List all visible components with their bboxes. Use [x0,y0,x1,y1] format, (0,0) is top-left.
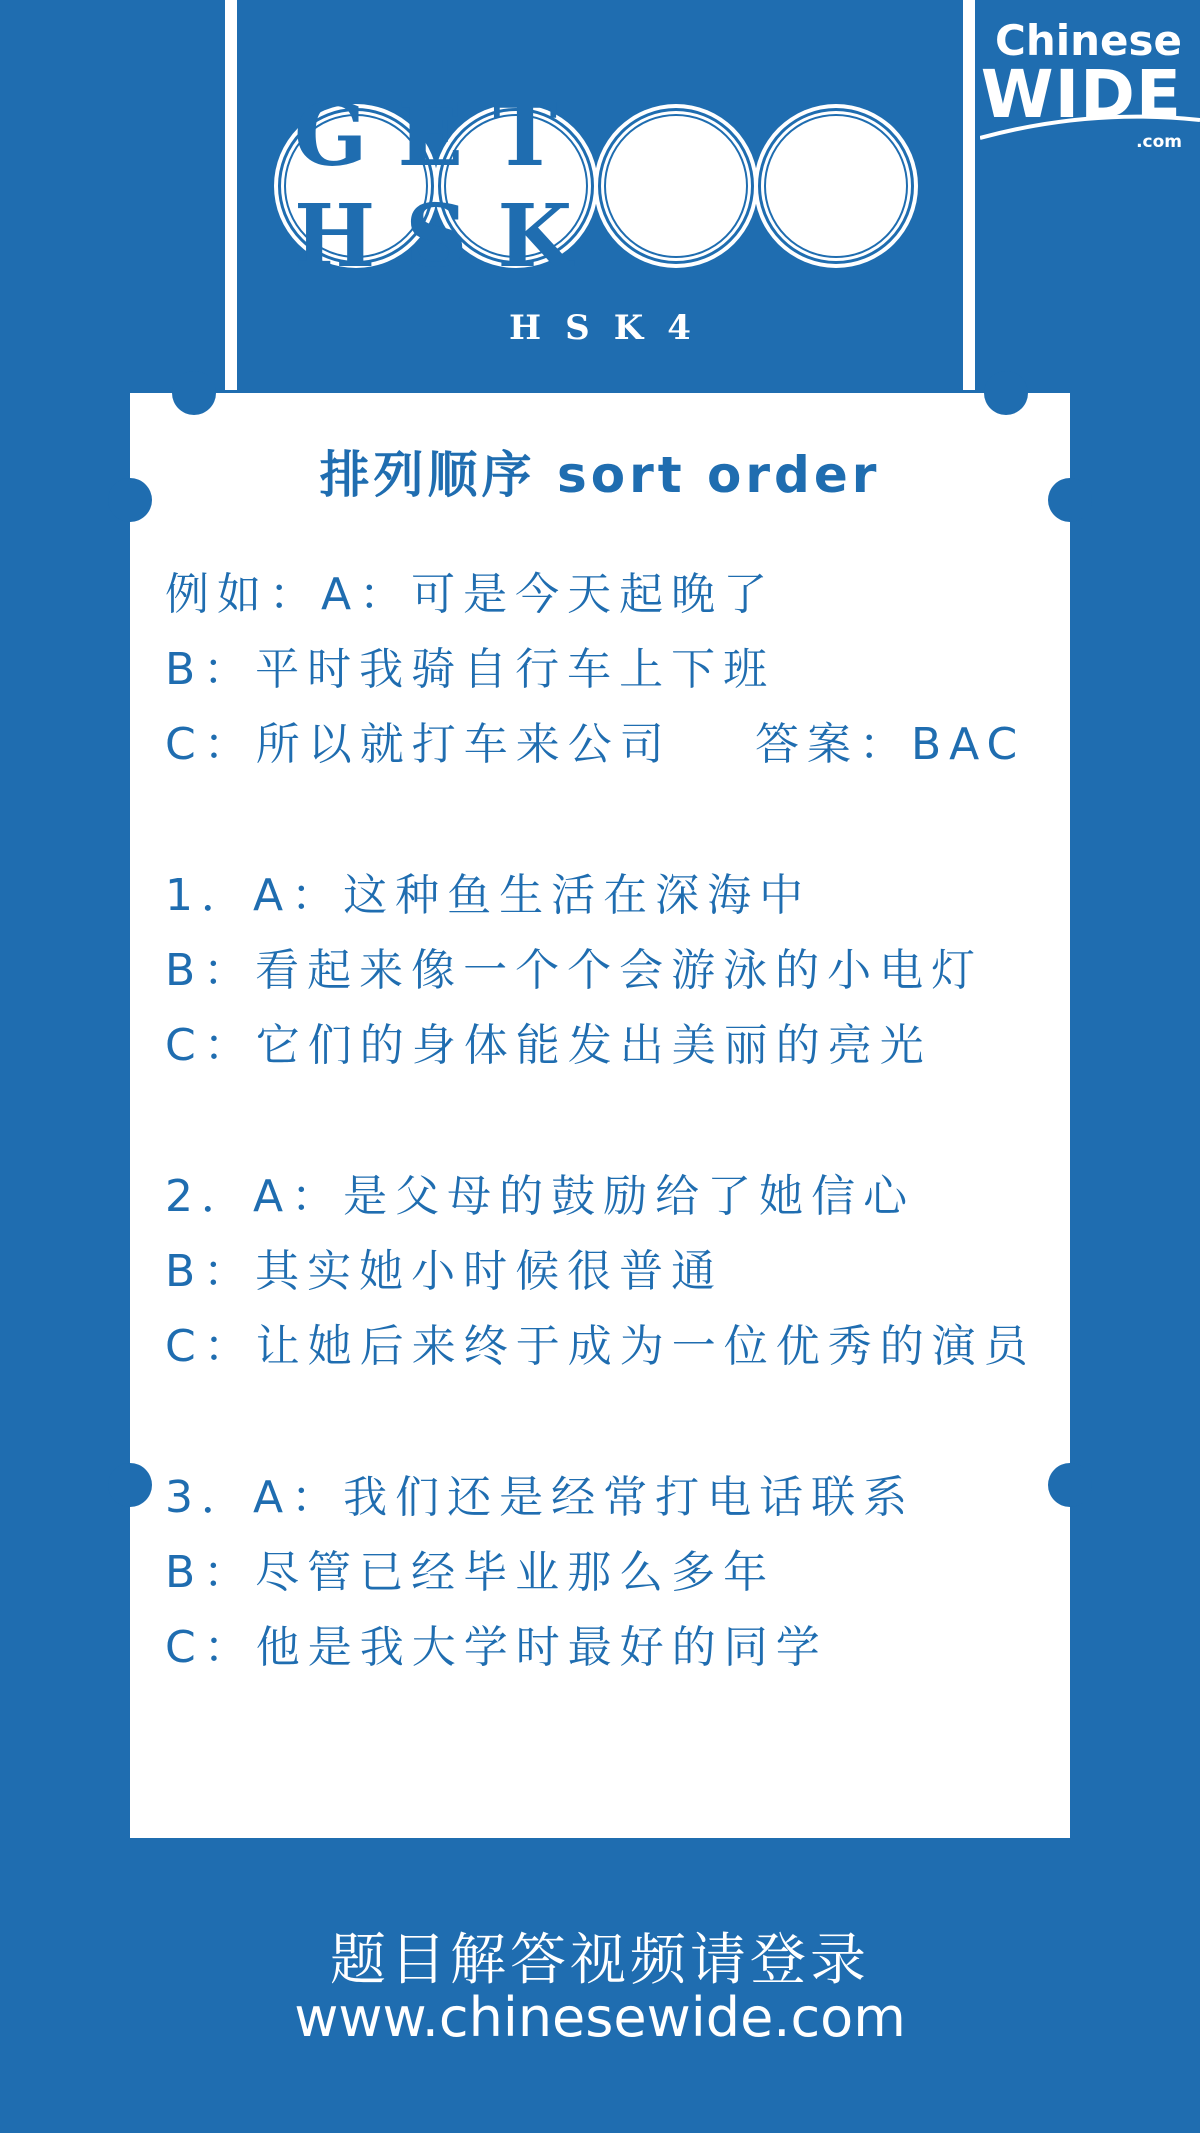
example-line-c: C：所以就打车来公司 [165,719,672,770]
footer-website-link[interactable]: www.chinesewide.com [294,1986,906,2049]
footer-instruction: 题目解答视频请登录 [330,1928,870,1993]
question-1-line-b: B：看起来像一个个会游泳的小电灯 [165,945,984,996]
card-notch [984,371,1028,415]
question-2-line-c: C：让她后来终于成为一位优秀的演员 [165,1321,1036,1372]
card-notch [108,1463,152,1507]
title-badge [272,85,920,287]
brand-logo-line3: .com [1136,132,1182,152]
level-subtitle: HSK4 [509,308,715,348]
question-2-line-a: 2．A：是父母的鼓励给了她信心 [165,1171,916,1222]
card-notch [1048,1463,1092,1507]
question-2-line-b: B：其实她小时候很普通 [165,1246,724,1297]
example-line-a: 例如：A：可是今天起晚了 [165,569,776,620]
question-3-line-a: 3．A：我们还是经常打电话联系 [165,1472,916,1523]
right-rail-decoration [963,0,975,390]
brand-logo [980,18,1200,158]
question-1-line-c: C：它们的身体能发出美丽的亮光 [165,1020,932,1071]
example-answer: 答案：BAC [755,719,1026,770]
question-3-line-c: C：他是我大学时最好的同学 [165,1622,828,1673]
brand-logo-line2: WIDE [980,56,1182,133]
left-rail-decoration [225,0,237,390]
brand-logo-line1: Chinese [995,16,1182,65]
question-3-line-b: B：尽管已经毕业那么多年 [165,1547,776,1598]
example-line-b: B：平时我骑自行车上下班 [165,644,776,695]
question-1-line-a: 1．A：这种鱼生活在深海中 [165,870,812,921]
page-title: GET HSK [294,85,603,287]
card-heading: 排列顺序 sort order [319,446,881,504]
card-notch [172,371,216,415]
exercise-card [130,393,1070,1838]
